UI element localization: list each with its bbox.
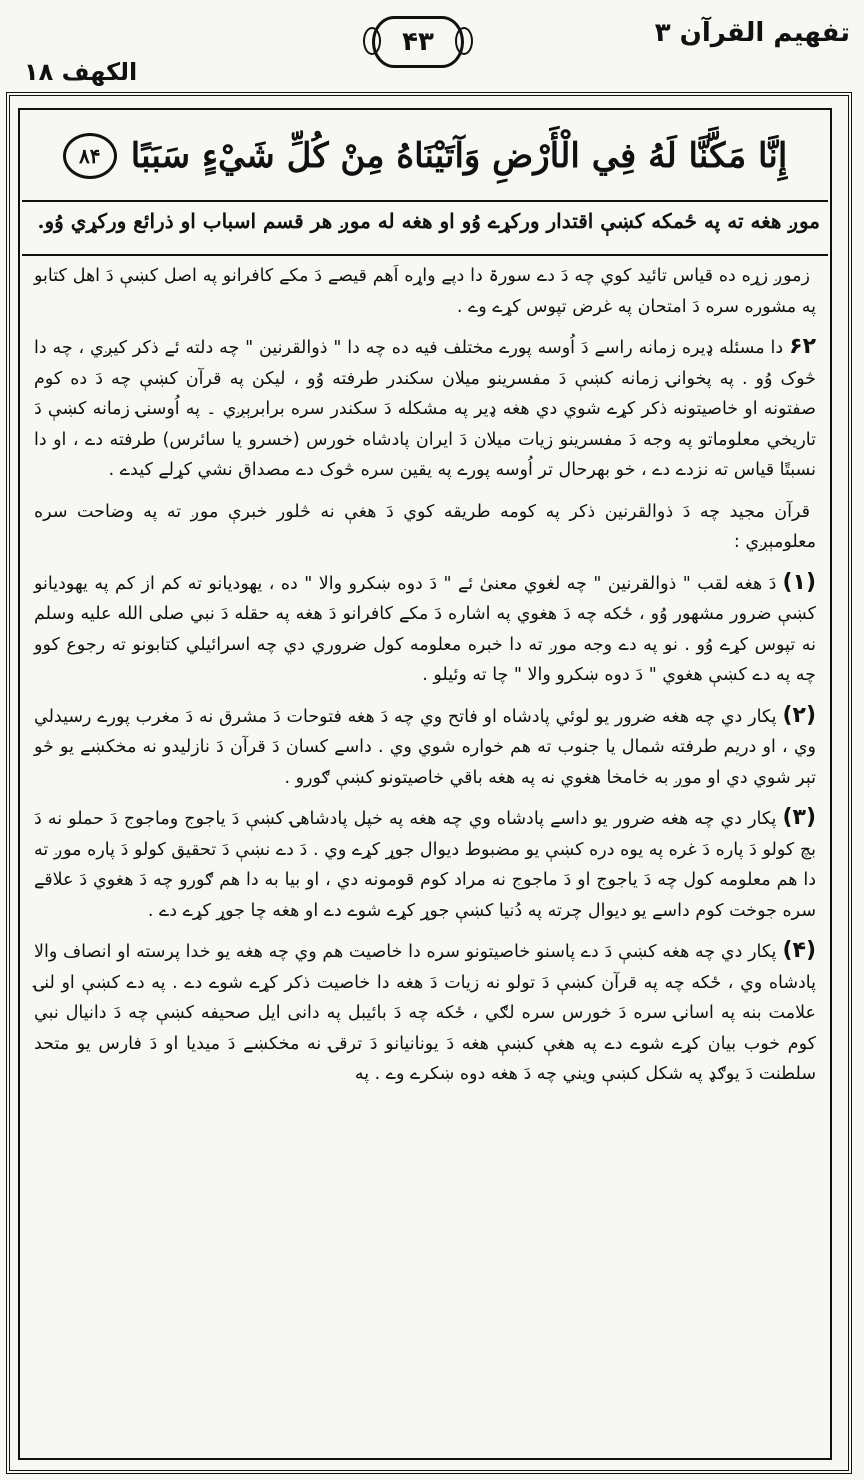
commentary-paragraph bbox=[34, 260, 816, 322]
page-header bbox=[0, 0, 864, 90]
paragraph-text: پکار دي چه هغه ضرور یو لوئي پادشاه او فاتح وي چه دَ هغه فتوحات دَ مشرق نه دَ مغرب پورے رسیدلي وي ، او دریم طرفته شمال یا جنوب ته هم خواره شوي وي . داسے کسان دَ قرآن دَ نازلیدو نه مخکښے یو څو تېر شوي دي او موږ به خامخا هغوي نه په هغه باقي خاصیتونو کښې ګورو . bbox=[34, 706, 816, 788]
quran-verse bbox=[22, 112, 828, 202]
commentary-paragraph bbox=[34, 701, 816, 794]
note-number: (۴) bbox=[782, 938, 816, 963]
paragraph-text: دا مسئله ډیره زمانه راسے دَ اُوسه پورے مختلف فیه ده چه دا " ذوالقرنین " چه دلته ئے ذکر کیږي ، چه دا څوک وُو . په پخوانۍ زمانه کښې دَ مفسرینو میلان سکندر طرفته وُو ، لیکن په قرآن کښې چه دَ ده کوم صفتونه او خاصیتونه ذکر کړے شوي دي هغه ډیر په مشکله دَ سکندر سره برابرېږي ۔ په اُوسنۍ زمانه کښې دَ تاریخي معلوماتو په وجه دَ مفسرینو زیات میلان دَ ایران پادشاه خورس (خسرو یا سائرس) طرفته دے ، او دا نسبتًا قیاس ته نزدے دے ، خو بهرحال تر اُوسه پورے په یقین سره څوک دے مصداق نشي کړلے کیدے . bbox=[34, 338, 816, 480]
verse-arabic-text: إِنَّا مَكَّنَّا لَهُ فِي الْأَرْضِ وَآتَيْنَاهُ مِنْ كُلِّ شَيْءٍ سَبَبًا bbox=[130, 136, 788, 176]
verse-translation: موږ هغه ته په ځمکه کښې اقتدار ورکړے وُو او هغه له موږ هر قسم اسباب او ذرائع ورکړي وُو. bbox=[22, 204, 828, 256]
paragraph-text: قرآن مجید چه دَ ذوالقرنین ذکر په کومه طریقه کوي دَ هغې نه څلور خبرې موږ ته په وضاحت سره معلومېږي : bbox=[34, 501, 816, 552]
note-number: ۶۲ bbox=[789, 334, 816, 359]
note-number: (۳) bbox=[782, 805, 816, 830]
paragraph-text: دَ هغه لقب " ذوالقرنین " چه لغوي معنیٰ ئے " دَ دوه ښکرو والا " ده ، یهودیانو ته کم از کم په یهودیانو کښې ضرور مشهور وُو ، ځکه چه دَ هغوي په اشاره دَ مکے کافرانو دَ هغه په حقله دَ نبي صلی الله علیه وسلم نه تپوس کړے وُو . نو په دے وجه موږ ته دا خبره معلومه کول ضروري دي چه اسرائیلي کتابونو ته رجوع کوو چه په دے کښې هغوي " دَ دوه ښکرو والا " چا ته وئیلو . bbox=[34, 573, 816, 685]
paragraph-text: پکار دي چه هغه کښې دَ دے پاسنو خاصیتونو سره دا خاصیت هم وي چه هغه یو خدا پرسته او انصاف والا پادشاه وي ، ځکه چه په قرآن کښې دَ تولو نه زیات دَ هغه دا خاصیت ذکر کړے شوے دے . په دے کښې او لنۍ علامت بنه په اسانۍ سره دَ خورس سره لګي ، ځکه چه دَ بائیبل په دانی ایل صحیفه کښې چه دَ دانیال نبي کوم خوب بیان کړے شوے دے په هغې کښې هغه دَ یونانیانو دَ ترقۍ نه مخکښے دَ میدیا او دَ فارس یو متحد سلطنت دَ یوګډ په شکل کښې ویني چه دَ هغه دوه ښکرے وے . په bbox=[34, 942, 816, 1084]
commentary-paragraph bbox=[34, 803, 816, 926]
page-number-ornament bbox=[372, 16, 464, 68]
commentary-paragraph bbox=[34, 568, 816, 691]
ayah-number: ۸۴ bbox=[79, 144, 101, 168]
page-number: ۴۳ bbox=[402, 27, 434, 57]
commentary-paragraph bbox=[34, 496, 816, 558]
commentary-body bbox=[22, 260, 828, 1460]
surah-name: الکھف ۱۸ bbox=[24, 58, 138, 86]
ayah-number-marker bbox=[63, 133, 117, 179]
note-number: (۲) bbox=[782, 702, 816, 728]
paragraph-text: زموږ زړه ده قیاس تائید کوي چه دَ دے سورۃ دا دپے واړه اَهم قیصے دَ مکے کافرانو په اصل کښې دَ اهل کتابو په مشوره سره دَ امتحان په غرض تپوس کړے وے . bbox=[34, 266, 816, 317]
commentary-paragraph bbox=[34, 936, 816, 1090]
paragraph-text: پکار دي چه هغه ضرور یو داسے پادشاه وي چه هغه په خپل پادشاهۍ کښې دَ یاجوج وماجوج دَ حملو نه دَ بچ کولو دَ پاره دَ غره په یوه دره کښې یو مضبوط دیوال جوړ کړے وي . دَ دے نښې دَ تحقیق کولو دَ پاره موږ ته دا هم معلومه کول چه دَ یاجوج او دَ ماجوج نه مراد کوم قومونه دي ، او بیا به دا هم ګورو چه دَ هغوي دَ علاقے سره جوخت کوم داسے یو دیوال چرته په دُنیا کښې جوړ کړے شوے دے او هغه چا جوړ کړے دے . bbox=[34, 809, 816, 921]
note-number: (۱) bbox=[782, 569, 816, 595]
book-title: تفهیم القرآن ۳ bbox=[654, 18, 850, 48]
commentary-paragraph bbox=[34, 332, 816, 486]
